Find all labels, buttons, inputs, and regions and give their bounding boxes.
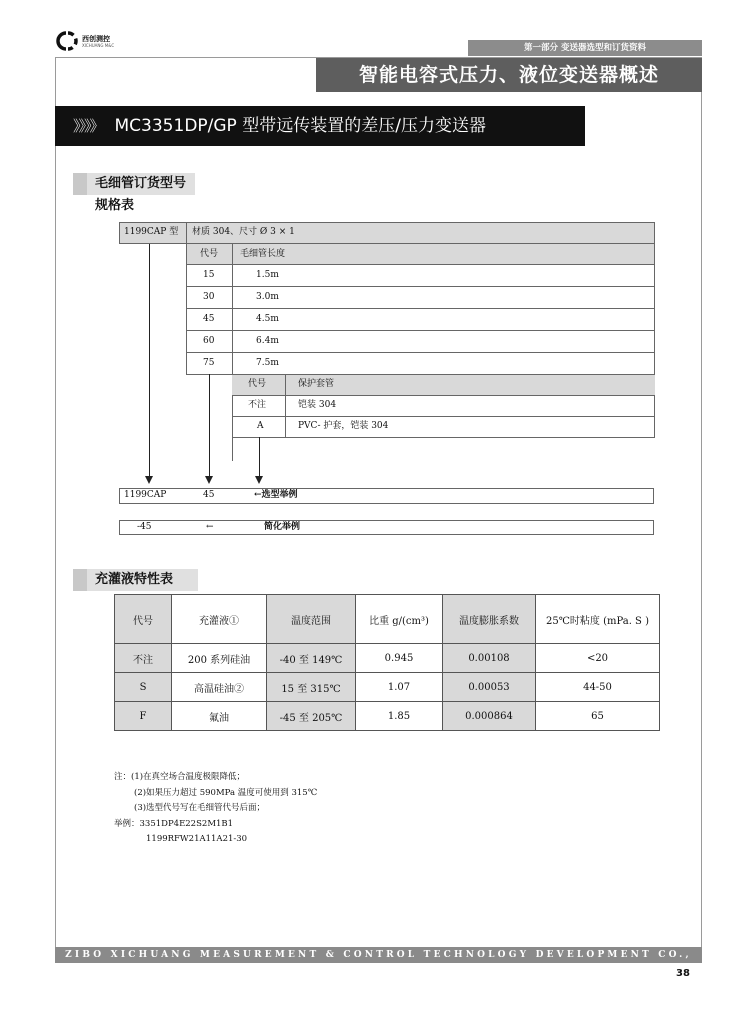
sleeve-value: PVC- 护套，铠装 304 <box>298 421 389 431</box>
length-code: 30 <box>203 292 215 302</box>
table-cell: S <box>115 673 172 702</box>
capillary-spec-heading <box>73 173 195 213</box>
capillary-spec-heading-text: 毛细管订货型号规格表 <box>95 176 187 213</box>
table-cell: 0.945 <box>356 644 443 673</box>
length-arrow-head <box>205 476 213 484</box>
length-value: 6.4m <box>256 336 279 346</box>
example-model: 1199CAP <box>124 490 167 500</box>
table-header-row <box>115 595 660 644</box>
table-cell: <20 <box>536 644 660 673</box>
fill-fluid-heading <box>73 569 198 591</box>
logo-subtext: XICHUANG M&C <box>82 43 115 48</box>
note-line: 注：(1)在真空场合温度极限降低； <box>114 772 246 782</box>
table-row <box>115 702 660 731</box>
sleeve-arrow-line <box>259 437 260 476</box>
sleeve-code: A <box>257 421 264 431</box>
fill-fluid-heading-text: 充灌液特性表 <box>95 572 174 587</box>
heading-chevrons: 》》》》 <box>73 117 103 135</box>
table-header-cell: 比重 g/(cm³) <box>356 595 443 644</box>
table-cell: 200 系列硅油 <box>172 644 267 673</box>
length-code-header: 代号 <box>200 249 219 259</box>
table-cell: 0.00053 <box>443 673 536 702</box>
length-value: 1.5m <box>256 270 279 280</box>
length-code: 15 <box>203 270 215 280</box>
selection-example-row <box>119 488 654 504</box>
sleeve-arrow-head <box>255 476 263 484</box>
notes <box>114 770 317 848</box>
table-cell: F <box>115 702 172 731</box>
length-value: 3.0m <box>256 292 279 302</box>
part-label: 第一部分 变送器选型和订货资料 <box>468 40 702 56</box>
sleeve-code-header: 代号 <box>248 379 267 389</box>
table-cell: 65 <box>536 702 660 731</box>
fill-fluid-table <box>114 594 660 731</box>
short-example-row <box>119 520 654 535</box>
section-title: 智能电容式压力、液位变送器概述 <box>316 58 702 92</box>
page-number: 38 <box>676 968 690 979</box>
length-value: 7.5m <box>256 358 279 368</box>
length-value: 4.5m <box>256 314 279 324</box>
table-header-cell: 25℃时粘度 (mPa. S ) <box>536 595 660 644</box>
note-line: 1199RFW21A11A21-30 <box>146 834 248 844</box>
table-cell: 不注 <box>115 644 172 673</box>
table-header-cell: 温度范围 <box>267 595 356 644</box>
note-line: 举例：3351DP4E22S2M1B1 <box>114 818 234 829</box>
short-example-label: 简化举例 <box>264 522 301 532</box>
table-cell: -40 至 149℃ <box>267 644 356 673</box>
note-line: (3)选型代号写在毛细管代号后面； <box>134 803 266 813</box>
table-cell: 高温硅油② <box>172 673 267 702</box>
length-arrow-line <box>209 374 210 476</box>
example-label: ←选型举例 <box>254 490 298 500</box>
table-header-cell: 代号 <box>115 595 172 644</box>
length-name-header: 毛细管长度 <box>240 249 286 259</box>
table-header-cell: 温度膨胀系数 <box>443 595 536 644</box>
table-cell: 氟油 <box>172 702 267 731</box>
table-row <box>115 673 660 702</box>
table-header-cell: 充灌液① <box>172 595 267 644</box>
model-label: 1199CAP 型 <box>124 227 179 237</box>
length-code: 45 <box>203 314 215 324</box>
model-arrow-head <box>145 476 153 484</box>
sleeve-code: 不注 <box>248 400 267 410</box>
company-logo <box>55 30 125 52</box>
note-line: (2)如果压力超过 590MPa 温度可使用到 315℃ <box>134 787 318 798</box>
heading-title: MC3351DP/GP 型带远传装置的差压/压力变送器 <box>114 116 486 136</box>
length-code: 60 <box>203 336 215 346</box>
table-row <box>115 644 660 673</box>
table-cell: 0.00108 <box>443 644 536 673</box>
product-heading <box>55 106 585 146</box>
table-cell: 0.000864 <box>443 702 536 731</box>
logo-text: 西创测控 <box>82 35 110 43</box>
example-code: 45 <box>203 490 215 500</box>
table-cell: 1.85 <box>356 702 443 731</box>
logo-icon <box>55 30 79 52</box>
table-cell: -45 至 205℃ <box>267 702 356 731</box>
short-example-arrow: ← <box>206 522 214 532</box>
length-code: 75 <box>203 358 215 368</box>
material-spec: 材质 304、尺寸 Ø 3 × 1 <box>192 227 295 237</box>
footer-company: ZIBO XICHUANG MEASUREMENT & CONTROL TECHNOLOGY DEVELOPMENT CO., LTD <box>55 947 702 963</box>
table-cell: 15 至 315℃ <box>267 673 356 702</box>
model-arrow-line <box>149 244 150 476</box>
short-example-code: -45 <box>137 522 152 532</box>
sleeve-value: 铠装 304 <box>298 400 337 410</box>
table-cell: 1.07 <box>356 673 443 702</box>
table-cell: 44-50 <box>536 673 660 702</box>
sleeve-name-header: 保护套管 <box>298 379 335 389</box>
